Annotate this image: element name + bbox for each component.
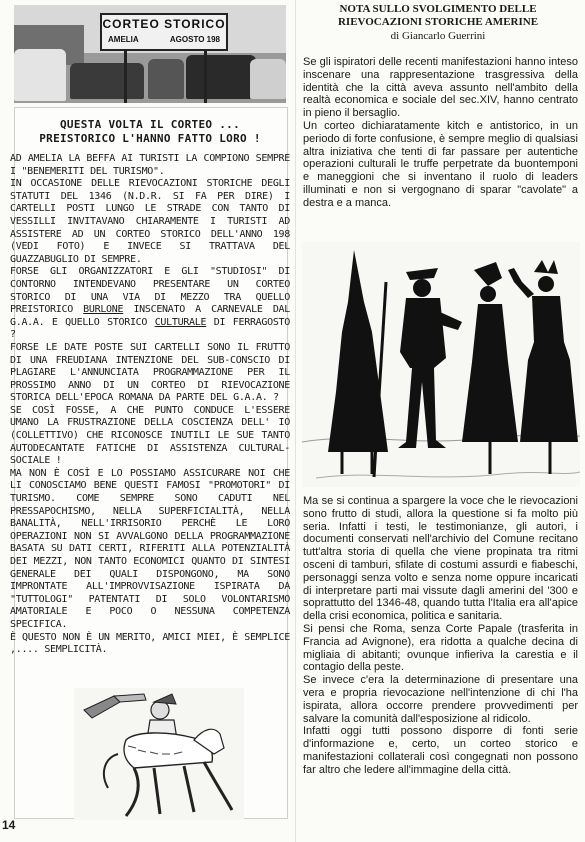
paragraph: Si pensi che Roma, senza Corte Papale (trasferita in Francia ad Avignone), era ridotta a qualche decina di migliaia di abitanti; ovunque infieriva la carestia e il contagio della peste. (303, 622, 578, 674)
paragraph: Ma se si continua a spargere la voce che le rievocazioni sono frutto di studi, allora la questione si fa molto più seria. Infatti i testi, le testimonianze, gli autori, i documenti conservati nell'archivio del Comune recitano tutt'altra storia di quella che viene propinata tra ritmi osceni di tamburi, sfilate di costumi assurdi e fiabeschi, personaggi senza volto e senza nome oppure incaricati di interpretare parti mai vissute dagli amerini del '300 e soprattutto del 1346-48, quando tutta l'Italia era all'apice della crisi economica, politica e sanitaria. (303, 495, 578, 623)
underlined-word: CULTURALE (154, 316, 207, 328)
paragraph: MA NON È COSÌ E LO POSSIAMO ASSICURARE NOI CHE LI CONOSCIAMO BENE QUESTI FAMOSI "PROMOTORI" DI TURISMO. COME SEMPRE SONO CADUTI NEL PRESSAPOCHISMO, NELLA SUPERFICIALITÀ, NELLA BANALITÀ, NELL'IRRISORIO PERCHÈ LE LORO OPERAZIONI NON SI AVVALGONO DELLA PROGRAMMAZIONE BASATA SU DATI CERTI, RIFERITI ALLA POTENZIALITÀ DEI MEZZI, NON TANTO ECONOMICI QUANTO DI SINTESI GENERALE DEI QUALI DISPONGONO, MA SONO IMPRONTATE ALL'IMPROVVISAZIONE ISPIRATA DA "TUTTOLOGI" PATENTATI DI SOLO VOLONTARISMO AMATORIALE E POCO O NESSUNA COMPETENZA SPECIFICA. (10, 467, 290, 630)
costumed-figures-illustration (302, 242, 580, 487)
paragraph: FORSE LE DATE POSTE SUI CARTELLI SONO IL FRUTTO DI UNA FREUDIANA INTENZIONE DEL SUB-CONSCIO DI PLAGIARE L'ANNUNCIATA PROGRAMMAZIONE PER IL PROSSIMO ANNO DI UN CORTEO DI RIEVOCAZIONE STORICA DELL'EPOCA ROMANA DA PARTE DEL G.A.A. ? (10, 341, 290, 404)
right-title-line: NOTA SULLO SVOLGIMENTO DELLE (339, 3, 537, 15)
street-photo (14, 5, 286, 103)
text-run: INSCENATO A CARNEVALE DAL G.A.A. E QUELLO STORICO (10, 304, 290, 328)
left-article-body (10, 153, 290, 657)
knight-on-horse-illustration (74, 688, 244, 820)
paragraph (10, 266, 290, 342)
sign-date: AGOSTO 198 (169, 35, 220, 44)
paragraph: Un corteo dichiaratamente kitch e antistorico, in un periodo di forte confusione, è sempre meglio di qualsiasi altra iniziativa che tenti di far passare per autentiche operazioni culturali le truffe perpetrate da buontemponi e maneggioni che si inventano il ruolo di leaders illuminati e non si vergognano di sparar "cavolate" a destra e a manca. (303, 119, 578, 209)
sign-pole (124, 47, 127, 103)
page-number: 14 (2, 818, 16, 832)
text-run: DI FERRAGOSTO ? (10, 316, 290, 341)
photo-car (250, 59, 286, 99)
paragraph: AD AMELIA LA BEFFA AI TURISTI LA COMPIONO SEMPRE I "BENEMERITI DEL TURISMO". (10, 153, 290, 177)
text-run: FORSE GLI ORGANIZZATORI E GLI "STUDIOSI" DI CONTORNO INTENDEVANO PRESENTARE UN CORTEO STORICO DI UNA VIA DI MEZZO TRA QUELLO PREISTORICO (10, 266, 290, 316)
right-article-body-bottom (303, 495, 578, 777)
photo-van (14, 49, 66, 101)
article-author: di Giancarlo Guerrini (390, 30, 486, 42)
paragraph: Se gli ispiratori delle recenti manifestazioni hanno inteso inscenare una rappresentazione trasgressiva della identità che la città aveva assunto nell'ambito della realtà economica e sociale del sec.XIV, hanno centrato in pieno il bersaglio. (303, 56, 578, 120)
column-divider (295, 0, 296, 842)
photo-car (186, 55, 256, 99)
paragraph: IN OCCASIONE DELLE RIEVOCAZIONI STORICHE DEGLI STATUTI DEL 1346 (N.D.R. SI FA PER DIRE) I CARTELLI POSTI LUNGO LE STRADE CON TANTO DI VESSILLI INVITAVANO CHIARAMENTE I TURISTI AD ASSISTERE AD UN CORTEO STORICO DELL'ANNO 198 (VEDI FOTO) E INVECE SI TRATTAVA DEL GUAZZABUGLIO DI SEMPRE. (10, 178, 290, 265)
underlined-word: BURLONE (83, 304, 124, 316)
photo-car (70, 63, 144, 99)
left-article-title (20, 118, 280, 146)
paragraph: È QUESTO NON È UN MERITO, AMICI MIEI, È SEMPLICE ,.... SEMPLICITÀ. (10, 631, 290, 656)
sign-place: AMELIA (108, 35, 139, 44)
paragraph: SE COSÌ FOSSE, A CHE PUNTO CONDUCE L'ESSERE UMANO LA FRUSTRAZIONE DELLA COSCIENZA DELL' IO (COLLETTIVO) CHE RICONOSCE INUTILI LE SUE TANTO AUTODECANTATE FATICHE DI ASSISTENZA CULTURAL-SOCIALE ! (10, 404, 290, 467)
left-title-line: PREISTORICO L'HANNO FATTO LORO ! (39, 132, 261, 145)
sign-title: CORTEO STORICO (102, 17, 226, 31)
right-article-body-top (303, 56, 578, 210)
photo-car (148, 59, 184, 99)
right-article-title (298, 3, 578, 29)
sign-pole (204, 47, 207, 103)
left-title-line: QUESTA VOLTA IL CORTEO ... (60, 118, 240, 131)
paragraph: Se invece c'era la determinazione di presentare una vera e propria rievocazione nell'intenzione di chi l'ha ispirata, allora occorre prendere provvedimenti per salvare la comunità dall'esposizione al ridicolo. (303, 674, 578, 725)
paragraph: Infatti oggi tutti possono disporre di fonti serie d'informazione e, certo, un corteo storico e manifestazioni collaterali così congegnati non possono far altro che ledere all'immagine della città. (303, 725, 578, 776)
corteo-sign (100, 13, 228, 51)
right-title-line: RIEVOCAZIONI STORICHE AMERINE (337, 16, 539, 28)
